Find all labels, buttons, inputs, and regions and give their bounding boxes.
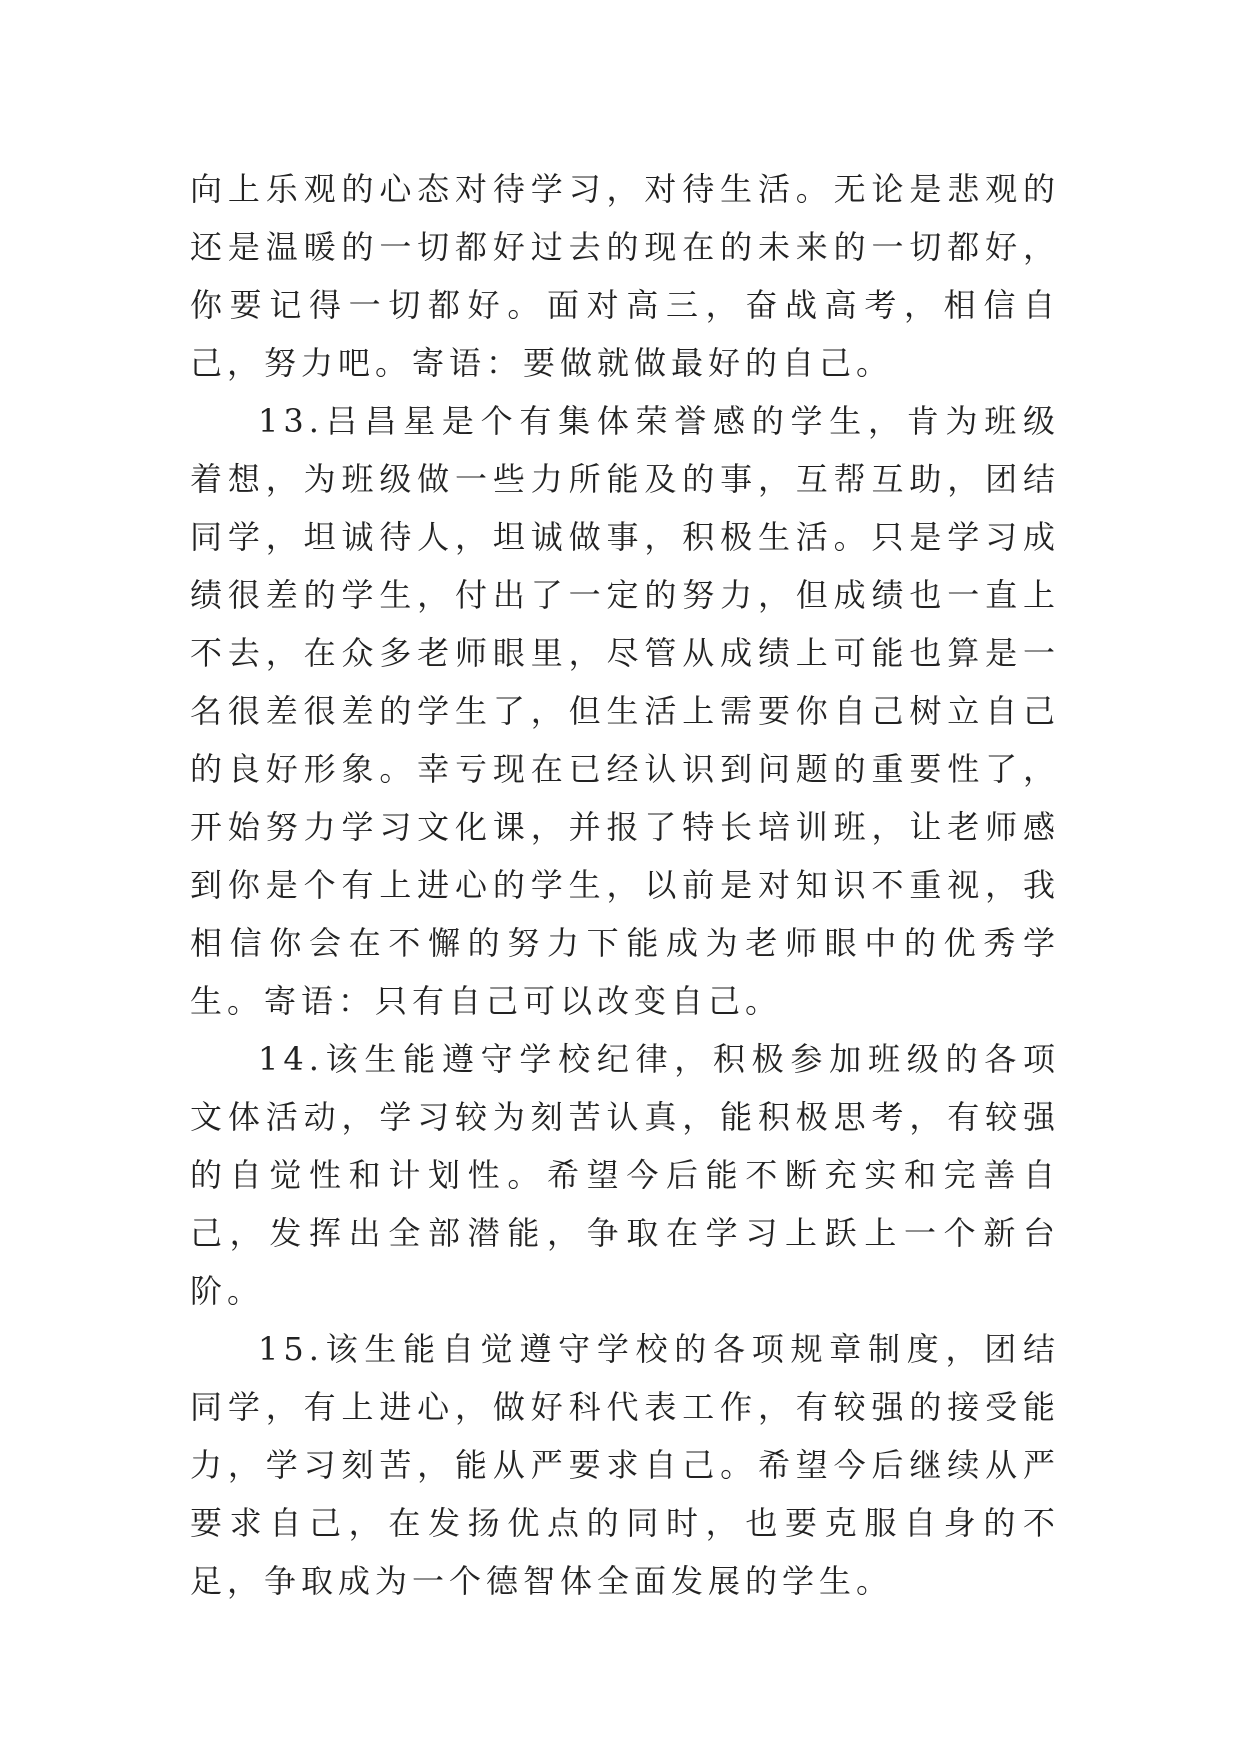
paragraph-continued: 向上乐观的心态对待学习，对待生活。无论是悲观的还是温暖的一切都好过去的现在的未来的一切都好，你要记得一切都好。面对高三，奋战高考，相信自己，努力吧。寄语：要做就做最好的自己。 bbox=[190, 170, 1060, 382]
paragraph-item-15: 15.该生能自觉遵守学校的各项规章制度，团结同学，有上进心，做好科代表工作，有较强的接受能力，学习刻苦，能从严要求自己。希望今后继续从严要求自己，在发扬优点的同时，也要克服自身的不足，争取成为一个德智体全面发展的学生。 bbox=[190, 1330, 1060, 1600]
paragraph-item-14: 14.该生能遵守学校纪律，积极参加班级的各项文体活动，学习较为刻苦认真，能积极思考，有较强的自觉性和计划性。希望今后能不断充实和完善自己，发挥出全部潜能，争取在学习上跃上一个新台阶。 bbox=[190, 1040, 1060, 1310]
paragraph-item-13: 13.吕昌星是个有集体荣誉感的学生，肯为班级着想，为班级做一些力所能及的事，互帮互助，团结同学，坦诚待人，坦诚做事，积极生活。只是学习成绩很差的学生，付出了一定的努力，但成绩也一直上不去，在众多老师眼里，尽管从成绩上可能也算是一名很差很差的学生了，但生活上需要你自己树立自己的良好形象。幸亏现在已经认识到问题的重要性了，开始努力学习文化课，并报了特长培训班，让老师感到你是个有上进心的学生，以前是对知识不重视，我相信你会在不懈的努力下能成为老师眼中的优秀学生。寄语：只有自己可以改变自己。 bbox=[190, 402, 1060, 1020]
document-body bbox=[190, 160, 1060, 1610]
